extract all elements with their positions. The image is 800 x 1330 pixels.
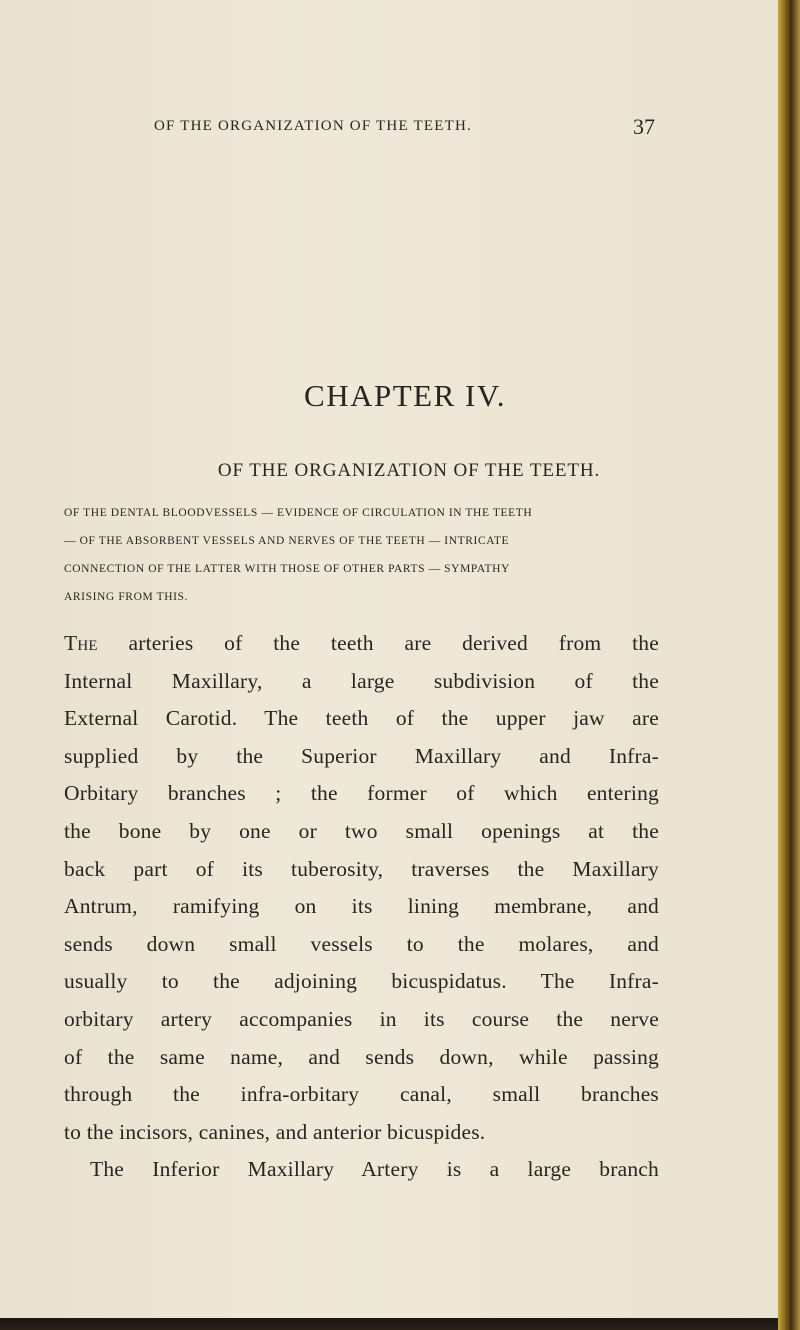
synopsis-line: OF THE DENTAL BLOODVESSELS — EVIDENCE OF CIRCULATION IN THE TEETH <box>64 507 533 519</box>
synopsis-line: — OF THE ABSORBENT VESSELS AND NERVES OF THE TEETH — INTRICATE <box>64 535 510 547</box>
running-title: OF THE ORGANIZATION OF THE TEETH. <box>154 118 472 134</box>
body-line: sends down small vessels to the molares, and <box>64 931 659 956</box>
body-line: External Carotid. The teeth of the upper jaw are <box>64 706 659 731</box>
body-line: orbitary artery accompanies in its course the nerve <box>64 1006 659 1031</box>
body-line: the bone by one or two small openings at the <box>64 818 659 843</box>
synopsis-line: CONNECTION OF THE LATTER WITH THOSE OF OTHER PARTS — SYMPATHY <box>64 563 510 575</box>
body-line <box>64 625 659 663</box>
body-line-text: arteries of the teeth are derived from the <box>97 631 659 655</box>
body-line: to the incisors, canines, and anterior bicuspides. <box>64 1119 486 1144</box>
body-line: Antrum, ramifying on its lining membrane, and <box>64 894 659 919</box>
running-head <box>60 114 655 144</box>
chapter-title: CHAPTER IV. <box>304 378 506 413</box>
body-line: Internal Maxillary, a large subdivision of the <box>64 668 659 693</box>
body-line: through the infra-orbitary canal, small branches <box>64 1082 659 1107</box>
body-line: back part of its tuberosity, traverses the Maxillary <box>64 856 659 881</box>
body-paragraph <box>64 625 659 1189</box>
chapter-subtitle: OF THE ORGANIZATION OF THE TEETH. <box>217 460 601 481</box>
body-line: Orbitary branches ; the former of which entering <box>64 781 659 806</box>
body-line: of the same name, and sends down, while passing <box>64 1044 659 1069</box>
synopsis-line: ARISING FROM THIS. <box>64 591 189 603</box>
body-line: supplied by the Superior Maxillary and Infra- <box>64 743 659 768</box>
bottom-edge-shadow <box>0 1318 778 1330</box>
body-line: usually to the adjoining bicuspidatus. The Infra- <box>64 969 659 994</box>
drop-word: The <box>64 631 98 655</box>
chapter-synopsis <box>64 499 656 611</box>
page-number: 37 <box>633 114 655 139</box>
book-spine-edge <box>778 0 800 1330</box>
body-line: The Inferior Maxillary Artery is a large branch <box>90 1157 659 1182</box>
